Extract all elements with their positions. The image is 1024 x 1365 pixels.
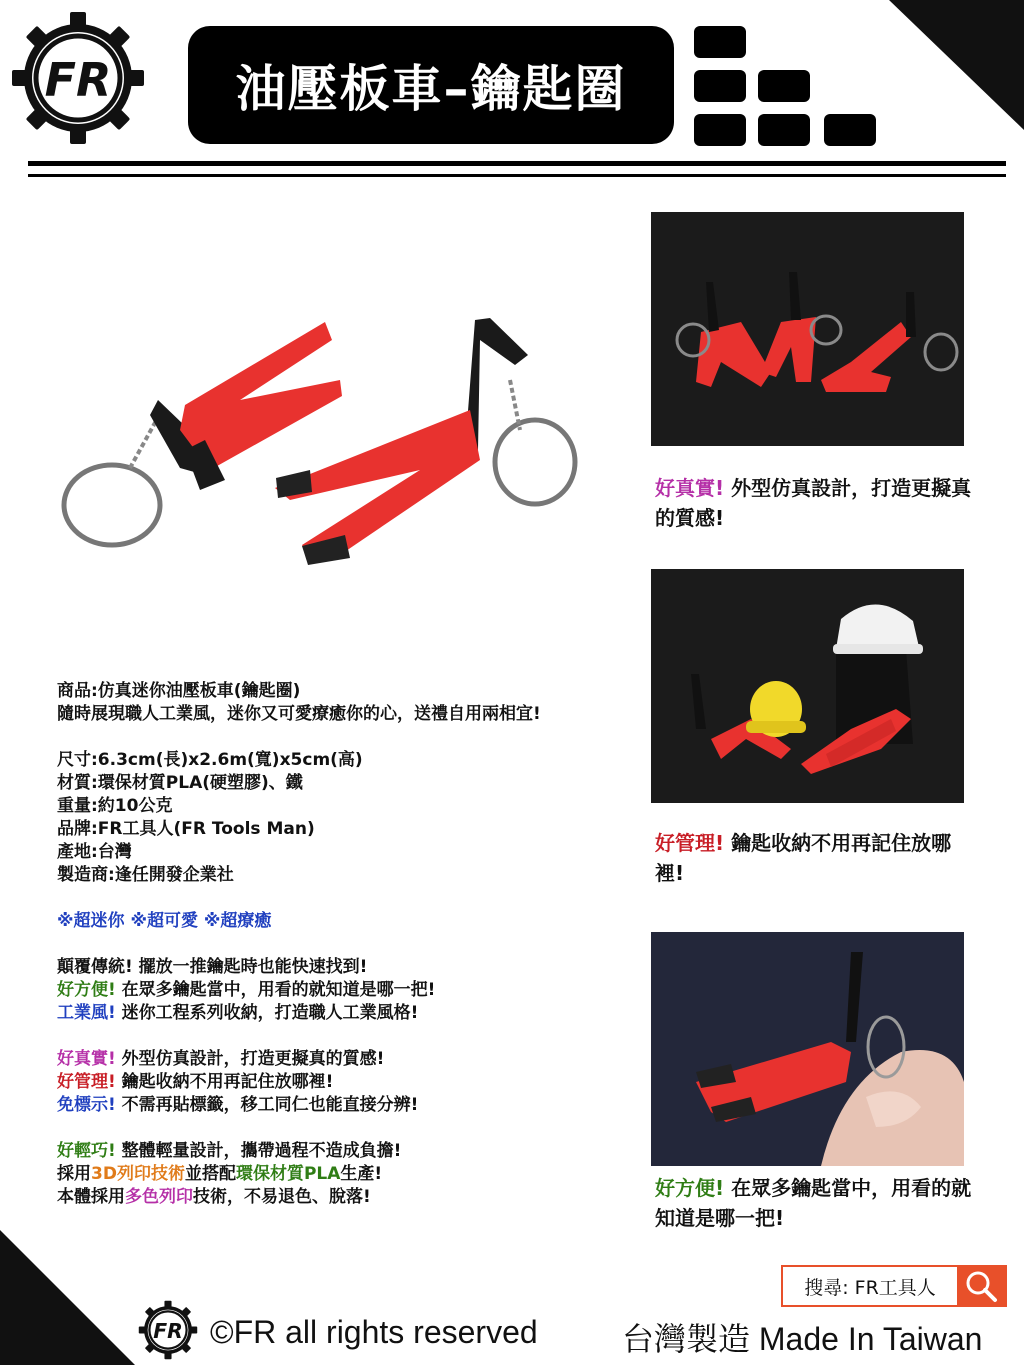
feature-convenient: 好方便! 在眾多鑰匙當中，用看的就知道是哪一把! [57,980,436,1000]
block [824,114,876,146]
search-box[interactable] [781,1265,1007,1307]
caption-highlight: 好管理! [655,831,725,855]
caption-text: 外型仿真設計，打造更擬真的質感! [655,476,972,530]
footer-fr-logo [137,1299,199,1361]
product-name: 商品:仿真迷你油壓板車(鑰匙圈) [57,681,301,701]
search-label[interactable]: 搜尋: FR工具人 [804,1276,936,1299]
product-photo-three-keychains [651,212,964,446]
product-info [57,680,627,1209]
product-intro: 隨時展現職人工業風，迷你又可愛療癒你的心，送禮自用兩相宜! [57,704,541,724]
feature-nolabel: 免標示! 不需再貼標籤，移工同仁也能直接分辨! [57,1095,419,1115]
feature-manage: 好管理! 鑰匙收納不用再記住放哪裡! [57,1072,334,1092]
caption-highlight: 好方便! [655,1176,725,1200]
header-rule [28,161,1006,166]
feature-industrial: 工業風! 迷你工程系列收納，打造職人工業風格! [57,1003,419,1023]
product-photo-helmet-forklift [651,569,964,803]
block [694,114,746,146]
header-rule-thin [28,174,1006,177]
spec-weight: 重量:約10公克 [57,796,173,816]
caption-text: 鑰匙收納不用再記住放哪裡! [655,831,952,885]
spec-origin: 產地:台灣 [57,842,132,862]
made-in-taiwan-text: 台灣製造 Made In Taiwan [622,1321,983,1357]
caption-real [655,473,975,533]
caption-highlight: 好真實! [655,476,725,500]
corner-triangle-top-right [889,0,1024,130]
search-button[interactable] [957,1267,1005,1305]
spec-brand: 品牌:FR工具人(FR Tools Man) [57,819,315,839]
block [758,114,810,146]
caption-text: 在眾多鑰匙當中，用看的就知道是哪一把! [655,1176,972,1230]
corner-triangle-bottom-left [0,1230,135,1365]
tagline: ※超迷你 ※超可愛 ※超療癒 [57,911,272,931]
block [694,26,746,58]
block [758,70,810,102]
page-title: 油壓板車–鑰匙圈 [235,60,627,118]
caption-manage [655,828,975,888]
block [694,70,746,102]
copyright-text: ©FR all rights reserved [210,1314,538,1350]
feature-light: 好輕巧! 整體輕量設計，攜帶過程不造成負擔! [57,1141,402,1161]
subvert-line: 顛覆傳統! 擺放一推鑰匙時也能快速找到! [57,957,368,977]
spec-material: 材質:環保材質PLA(硬塑膠)、鐵 [57,773,303,793]
product-main-image [40,300,600,590]
decorative-blocks [694,26,884,146]
magnifier-icon [964,1269,998,1303]
fr-gear-logo [8,8,148,148]
feature-multicolor: 本體採用多色列印技術，不易退色、脫落! [57,1187,371,1207]
feature-real: 好真實! 外型仿真設計，打造更擬真的質感! [57,1049,385,1069]
title-banner [188,26,674,144]
caption-convenient [655,1173,975,1233]
logo-text: FR [44,53,112,107]
svg-text:FR: FR [153,1318,183,1343]
feature-print: 採用3D列印技術並搭配環保材質PLA生產! [57,1164,383,1184]
product-photo-in-hand [651,932,964,1166]
spec-size: 尺寸:6.3cm(長)x2.6m(寬)x5cm(高) [57,750,363,770]
spec-maker: 製造商:逢任開發企業社 [57,865,234,885]
